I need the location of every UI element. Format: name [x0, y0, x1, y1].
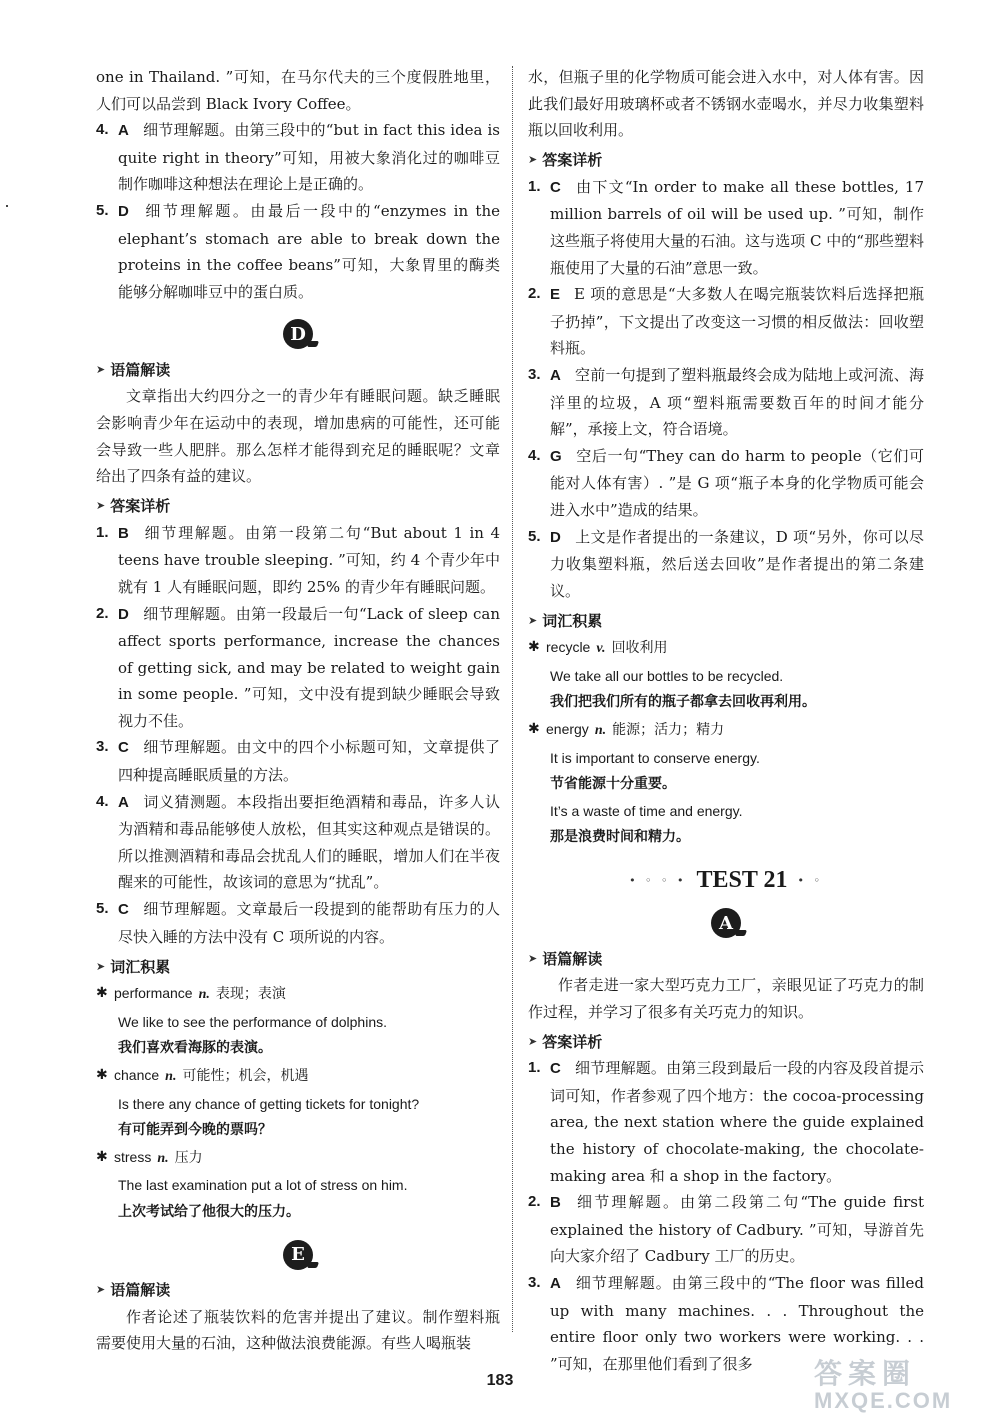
example-zh: 那是浪费时间和精力。 [550, 829, 690, 846]
arrow-icon: ➤ [96, 499, 106, 513]
passage-letter-badge: E [283, 1240, 313, 1270]
example-en: Is there any chance of getting tickets for tonight? [118, 1095, 420, 1112]
top-answer-list [96, 117, 500, 305]
left-column [96, 64, 500, 1357]
answer-list [96, 520, 500, 951]
answer-item: 5. C 细节理解题。文章最后一段提到的能帮助有压力的人尽快入睡的方法中没有 C 项所说的内容。 [96, 900, 500, 946]
example-en: The last examination put a lot of stress on him. [118, 1177, 408, 1194]
example-zh: 有可能弄到今晚的票吗？ [118, 1122, 272, 1139]
answer-item: 5. D 细节理解题。由最后一段中的“enzymes in the elephant’s stomach are able to break down the proteins in the coffee beans”可知，大象胃里的酶类能够分解咖啡豆中的蛋白质。 [96, 201, 500, 301]
vocab-entry: ✱ performance n. 表现；表演 [114, 980, 500, 1009]
decorative-dots-right: • ◦ [797, 874, 823, 888]
watermark-en: MXQE.COM [814, 1388, 953, 1413]
scan-speck [6, 205, 8, 207]
asterisk-icon: ✱ [528, 639, 540, 656]
answer-item: 3. C 细节理解题。由文中的四个小标题可知，文章提供了四种提高睡眠质量的方法。 [96, 738, 500, 785]
continued-paragraph: 水，但瓶子里的化学物质可能会进入水中，对人体有害。因此我们最好用玻璃杯或者不锈钢水壶喝水，并尽力收集塑料瓶以回收利用。 [528, 68, 924, 140]
answer-item: 2. E E 项的意思是“大多数人在喝完瓶装饮料后选择把瓶子扔掉”，下文提出了改变这一习惯的相反做法：回收塑料瓶。 [528, 285, 924, 358]
answer-item: 2. D 细节理解题。由第一段最后一句“Lack of sleep can affect sports performance, increase the chances of getting sick, and may be related to weight gain in some people. ”可知，文中没有提到缺少睡眠会导致视力不佳。 [96, 604, 500, 730]
arrow-icon: ➤ [96, 362, 106, 376]
example-en: We like to see the performance of dolphins. [118, 1013, 388, 1030]
watermark-cn: 答案圈 [814, 1357, 917, 1390]
asterisk-icon: ✱ [96, 985, 108, 1002]
example-en: We take all our bottles to be recycled. [550, 667, 784, 684]
passage-summary: 作者走进一家大型巧克力工厂，亲眼见证了巧克力的制作过程，并学习了很多有关巧克力的知识。 [528, 976, 924, 1021]
answer-list [528, 174, 924, 605]
example-zh: 我们把我们所有的瓶子都拿去回收再利用。 [550, 694, 816, 711]
arrow-icon: ➤ [528, 153, 538, 167]
example-en: It’s a waste of time and energy. [550, 802, 743, 819]
passage-d-marker [96, 319, 500, 349]
column-divider [512, 66, 513, 1332]
vocab-entry: ✱ chance n. 可能性；机会，机遇 [114, 1062, 500, 1091]
answer-item: 4. A 细节理解题。由第三段中的“but in fact this idea is quite right in theory”可知，用被大象消化过的咖啡豆制作咖啡这种想法在理论上是正确的。 [96, 121, 500, 194]
section-heading: ➤ 语篇解读 [528, 949, 603, 968]
answer-item: 2. B 细节理解题。由第二段第二句“The guide first explained the history of Cadbury. ”可知，导游首先向大家介绍了 Cadbury 工厂的历史。 [528, 1193, 924, 1266]
watermark-logo [814, 1352, 986, 1414]
page-number: 183 [486, 1372, 514, 1389]
vocab-list [96, 980, 500, 1225]
answer-item: 3. A 空前一句提到了塑料瓶最终会成为陆地上或河流、海洋里的垃圾，A 项“塑料瓶需要数百年的时间才能分解”，承接上文，符合语境。 [528, 365, 924, 439]
example-en: It is important to conserve energy. [550, 749, 760, 766]
vocab-entry: ✱ energy n. 能源；活力；精力 [546, 716, 924, 745]
asterisk-icon: ✱ [528, 721, 540, 738]
test-heading [528, 867, 924, 894]
section-heading: ➤ 答案详析 [528, 151, 603, 170]
continued-paragraph: one in Thailand. ”可知，在马尔代夫的三个度假胜地里，人们可以品尝到 Black Ivory Coffee。 [96, 68, 500, 113]
section-heading: ➤ 答案详析 [528, 1032, 603, 1051]
example-zh: 我们喜欢看海豚的表演。 [118, 1040, 272, 1057]
test-title: TEST 21 [696, 867, 788, 894]
answer-item: 3. A 细节理解题。由第三段中的“The floor was filled up with many machines. . . Throughout the entire floor only two workers were working. . . ”可知，在那里他们看到了很多 [528, 1273, 924, 1373]
answer-list [528, 1055, 924, 1377]
example-zh: 节省能源十分重要。 [550, 776, 676, 793]
passage-summary: 文章指出大约四分之一的青少年有睡眠问题。缺乏睡眠会影响青少年在运动中的表现，增加患病的可能性，还可能会导致一些人肥胖。那么怎样才能得到充足的睡眠呢？文章给出了四条有益的建议。 [96, 387, 500, 486]
vocab-entry: ✱ recycle v. 回收利用 [546, 634, 924, 663]
answer-item: 1. C 由下文“In order to make all these bottles, 17 million barrels of oil will be used up. ”可知，制作这些瓶子将使用大量的石油。这与选项 C 中的“那些塑料瓶使用了大量的石油”意思一致。 [528, 177, 924, 277]
arrow-icon: ➤ [528, 1034, 538, 1048]
vocab-list [528, 634, 924, 851]
answer-item: 1. C 细节理解题。由第三段到最后一段的内容及段首提示词可知，作者参观了四个地方：the cocoa-processing area, the next station where the guide explained the history of chocolate-making, the chocolate-making area 和 a shop in the factory。 [528, 1059, 924, 1185]
section-heading: ➤ 答案详析 [96, 497, 171, 516]
answer-item: 4. A 词义猜测题。本段指出要拒绝酒精和毒品，许多人认为酒精和毒品能够使人放松，但其实这种观点是错误的。所以推测酒精和毒品会扰乱人们的睡眠，增加人们在半夜醒来的可能性，故该词的意思为“扰乱”。 [96, 792, 500, 892]
decorative-dots-left: • ◦ ◦ • [629, 874, 687, 888]
arrow-icon: ➤ [96, 959, 106, 973]
asterisk-icon: ✱ [96, 1148, 108, 1165]
section-heading: ➤ 词汇积累 [96, 957, 171, 976]
right-column [528, 64, 924, 1377]
answer-item: 5. D 上文是作者提出的一条建议，D 项“另外，你可以尽力收集塑料瓶，然后送去回收”是作者提出的第二条建议。 [528, 527, 924, 600]
section-heading: ➤ 词汇积累 [528, 611, 603, 630]
vocab-entry: ✱ stress n. 压力 [114, 1144, 500, 1173]
asterisk-icon: ✱ [96, 1067, 108, 1083]
example-zh: 上次考试给了他很大的压力。 [118, 1203, 300, 1220]
answer-item: 1. B 细节理解题。由第一段第二句“But about 1 in 4 teens have trouble sleeping. ”可知，约 4 个青少年中就有 1 人有睡眠问题，即约 25% 的青少年有睡眠问题。 [96, 523, 500, 596]
section-heading: ➤ 语篇解读 [96, 360, 171, 379]
answer-item: 4. G 空后一句“They can do harm to people（它们可能对人体有害）. ”是 G 项“瓶子本身的化学物质可能会进入水中”造成的结果。 [528, 446, 924, 519]
passage-a-marker [528, 908, 924, 938]
passage-letter-badge: D [283, 319, 313, 349]
passage-e-marker [96, 1240, 500, 1270]
passage-letter-badge: A [711, 908, 741, 938]
arrow-icon: ➤ [528, 951, 538, 965]
passage-summary: 作者论述了瓶装饮料的危害并提出了建议。制作塑料瓶需要使用大量的石油，这种做法浪费能源。有些人喝瓶装 [96, 1307, 500, 1353]
arrow-icon: ➤ [96, 1283, 106, 1297]
arrow-icon: ➤ [528, 613, 538, 627]
section-heading: ➤ 语篇解读 [96, 1281, 171, 1300]
